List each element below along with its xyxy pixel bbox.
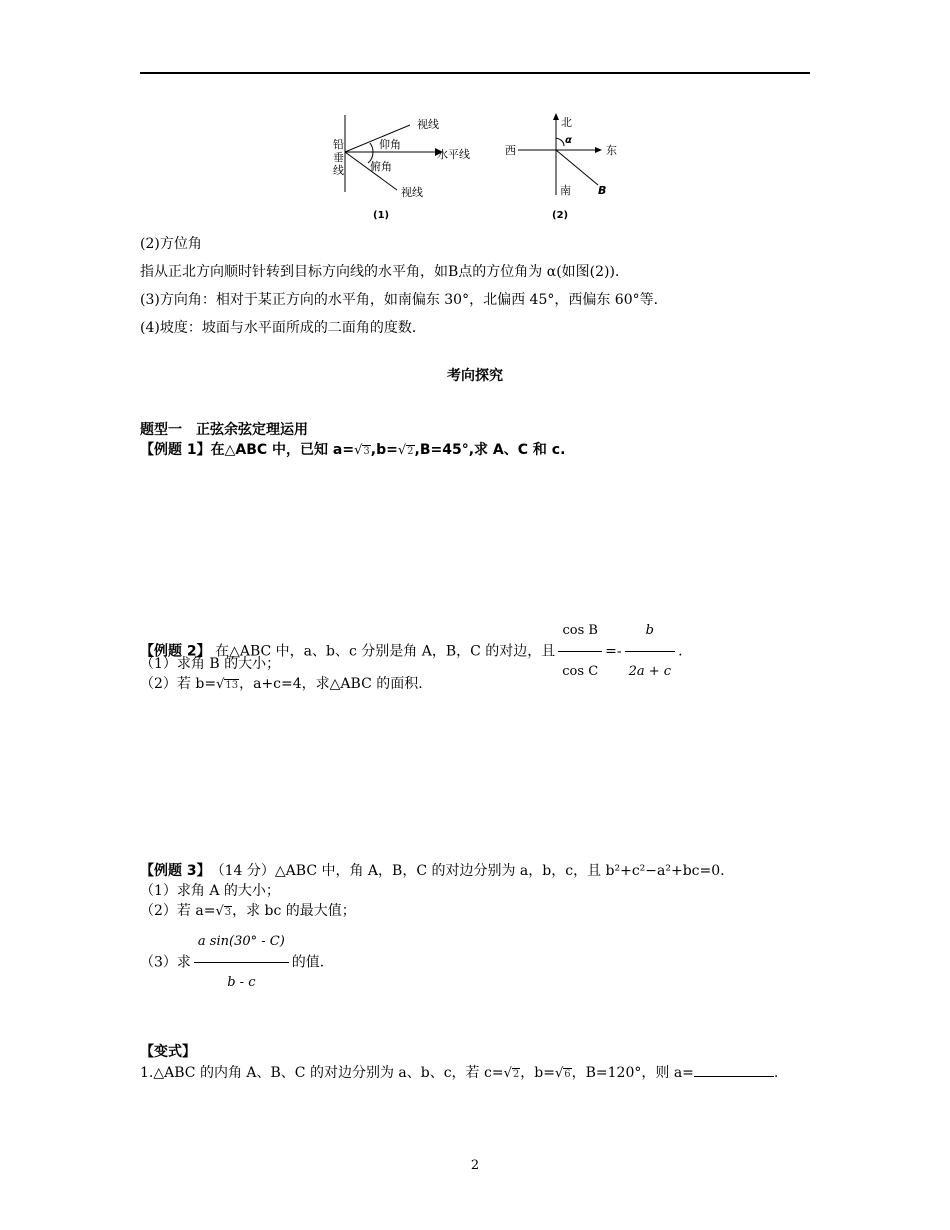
example-2-label: 【例题 2】	[140, 643, 211, 660]
east-label: 东	[606, 144, 617, 157]
equals-minus: =-	[605, 643, 622, 660]
answer-blank[interactable]	[694, 1062, 774, 1077]
example-1	[140, 440, 565, 462]
sqrt-3-b: √3	[215, 904, 232, 919]
vertical-label-1: 铅	[333, 138, 344, 151]
figure-azimuth	[500, 110, 630, 229]
example-3-label: 【例题 3】	[140, 863, 204, 879]
variant-label: 【变式】	[140, 1044, 196, 1060]
example-1-pre: 在△ABC 中，已知 a=	[210, 442, 355, 458]
text-line-slope: (4)坡度：坡面与水平面所成的二面角的度数．	[140, 320, 426, 336]
example-1-post: ,B=45°,求 A、C 和 c.	[414, 442, 566, 458]
example-2-q2: （2）若 b=√13，a+c=4，求△ABC 的面积.	[140, 674, 423, 696]
sqrt-2: √2	[397, 443, 414, 458]
sight-up-label: 视线	[417, 118, 439, 131]
depression-label: 俯角	[370, 160, 392, 173]
section-title: 考向探究	[447, 368, 503, 384]
example-3	[140, 861, 725, 881]
west-label: 西	[505, 144, 516, 157]
sqrt-3: √3	[354, 443, 370, 458]
vertical-label-2: 垂	[333, 151, 344, 164]
example-3-q1: （1）求角 A 的大小；	[140, 883, 280, 899]
sqrt-13: √13	[216, 677, 239, 692]
text-line-azimuth-heading: (2)方位角	[140, 236, 202, 252]
fraction-b: $\frac{b}{2a + c}$	[625, 611, 675, 692]
text-line-direction-angle: (3)方向角：相对于某正方向的水平角，如南偏东 30°，北偏西 45°，西偏东 60°等．	[140, 292, 668, 308]
point-b-label: B	[598, 184, 607, 197]
example-2-text: 在△ABC 中，a、b、c 分别是角 A，B，C 的对边，且	[210, 643, 556, 660]
sqrt-6: √6	[554, 1066, 571, 1081]
header-rule	[140, 72, 810, 74]
horizontal-label: 水平线	[437, 148, 470, 161]
south-label: 南	[560, 184, 571, 197]
fraction-cos: $\frac{\text{cos B}}{\text{cos C}}$	[558, 611, 602, 692]
elevation-label: 仰角	[379, 138, 401, 151]
example-3-text: （14 分）△ABC 中，角 A，B，C 的对边分别为 a，b，c，且 b²+c²−a²+bc=0.	[203, 863, 725, 879]
sqrt-2-b: √2	[503, 1066, 520, 1081]
text-line-azimuth-def: 指从正北方向顺时针转到目标方向线的水平角，如B点的方位角为 α(如图(2))．	[140, 264, 629, 280]
example-1-mid: ,b=	[370, 442, 398, 458]
vertical-label-3: 线	[333, 164, 344, 177]
problem-type-heading: 题型一 正弦余弦定理运用	[140, 422, 308, 438]
example-3-q2: （2）若 a=√3，求 bc 的最大值；	[140, 901, 356, 923]
figure2-caption: (2)	[552, 210, 569, 221]
north-label: 北	[561, 116, 572, 129]
example-2-end: .	[678, 643, 683, 660]
sight-down-label: 视线	[401, 186, 423, 199]
figure-elevation-depression	[325, 110, 485, 229]
fraction-sin: $\frac{\text{a sin(30° - C)}}{b - c}$	[194, 922, 289, 1003]
variant-problem-1: 1.△ABC 的内角 A、B、C 的对边分别为 a、b、c，若 c=√2，b=√6，B=120°，则 a= .	[140, 1062, 778, 1085]
figure1-caption: (1)	[373, 210, 390, 221]
example-3-q3: （3）求 $\frac{\text{a sin(30° - C)}}{b - c}$ 的值.	[140, 922, 324, 1003]
example-2-q1: （1）求角 B 的大小；	[140, 656, 281, 672]
alpha-label: α	[565, 135, 572, 146]
example-1-label: 【例题 1】	[140, 442, 211, 458]
page-number: 2	[470, 1158, 480, 1173]
